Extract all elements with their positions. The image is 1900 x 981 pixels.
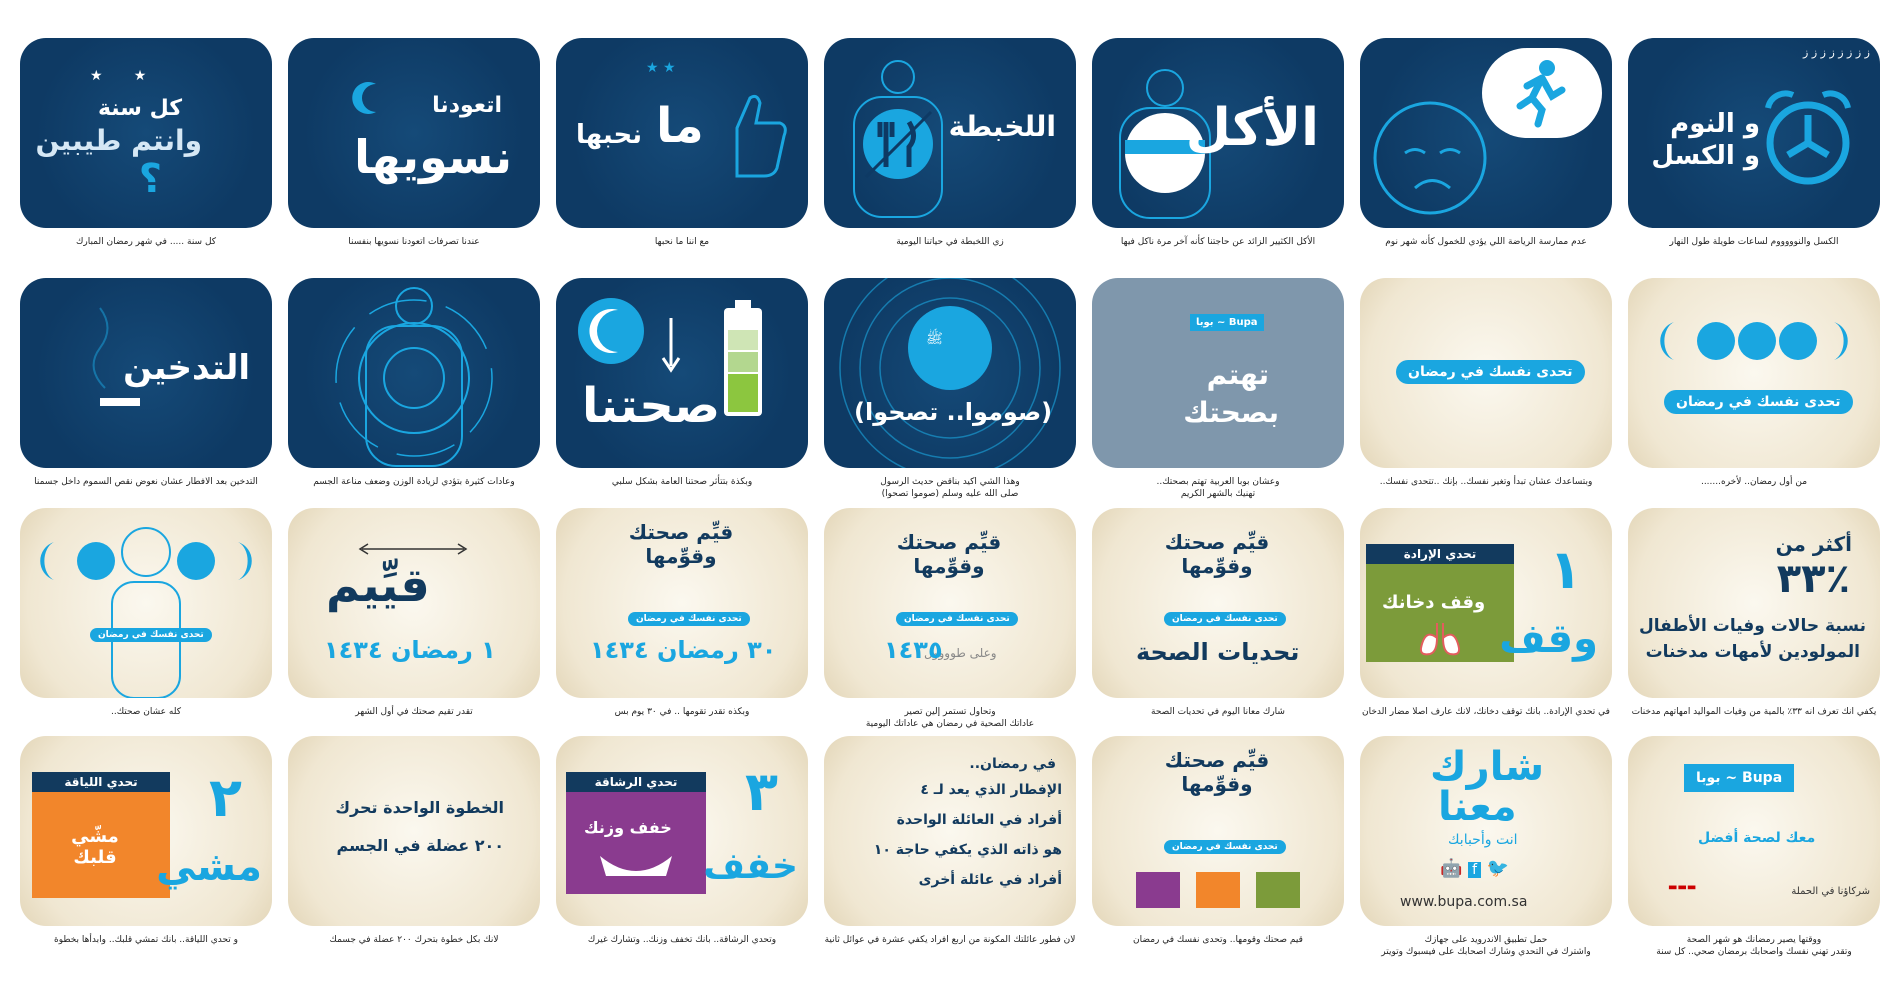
card <box>1092 38 1344 228</box>
card <box>20 736 272 926</box>
twitter-icon[interactable]: 🐦 <box>1486 858 1510 879</box>
partner-label: شركاؤنا في الحملة <box>1791 886 1870 897</box>
tile-for-your-health[interactable] <box>20 508 272 718</box>
caption: وتحدي الرشاقة.. بانك تخفف وزنك.. وتشارك غيرك <box>587 935 777 945</box>
brand-logo: قيِّم صحتك وقوِّمها <box>896 530 1002 578</box>
card-title: الأكل <box>1185 98 1319 158</box>
logo-ar: بوبا <box>1696 770 1721 786</box>
card-title-top: كل سنة <box>97 96 182 121</box>
card-title: صحتنا <box>582 378 721 434</box>
caption: يكفي انك تعرف انه ٣٣٪ بالمية من وفيات المواليد امهاتهم مدخنات <box>1631 707 1877 717</box>
website-url[interactable]: www.bupa.com.sa <box>1400 894 1528 910</box>
brand-logo: قيِّم صحتك وقوِّمها <box>1164 748 1270 796</box>
brand-logo: قيِّم صحتك وقوِّمها <box>1164 530 1270 578</box>
card-title: و النوم و الكسل <box>1651 109 1760 171</box>
calligraphy: ﷺ <box>926 331 943 347</box>
card <box>288 278 540 468</box>
card <box>1360 278 1612 468</box>
card <box>1628 508 1880 698</box>
caption: عدم ممارسة الرياضة اللي يؤدي للخمول كأنه شهر نوم <box>1385 237 1587 247</box>
text-line1: في رمضان.. <box>969 756 1056 772</box>
caption <box>824 706 1076 730</box>
date: ٣٠ رمضان ١٤٣٤ <box>590 636 777 664</box>
card-title: التدخين <box>123 348 250 388</box>
card-title: اللخبطة <box>948 110 1056 143</box>
down-arrow-icon <box>661 318 681 373</box>
text-line5: أفراد في عائلة أخرى <box>918 872 1062 888</box>
card <box>20 278 272 468</box>
tile-hadith[interactable] <box>824 278 1076 500</box>
crescent-icon <box>348 78 388 118</box>
card <box>20 508 272 698</box>
scale-icon <box>596 846 676 882</box>
mini-olive <box>1256 872 1300 908</box>
caption: في تحدي الإرادة.. بانك توقف دخانك، لانك عارف اصلا مضار الدخان <box>1362 707 1610 717</box>
caption-line2: صلى الله عليه وسلم (صوموا تصحوا) <box>881 489 1019 499</box>
caption: و تحدي اللياقة.. بانك تمشي قلبك.. وابدأها بخطوة <box>54 935 238 945</box>
tile-challenge-moons[interactable] <box>1628 278 1880 488</box>
challenge-pill: تحدى نفسك في رمضان <box>896 612 1018 626</box>
caption: كله عشان صحتك.. <box>110 707 182 717</box>
card-title-bottom: نسويها <box>354 130 512 184</box>
caption-line1: وتحاول تستمر إلين تصير <box>904 707 996 717</box>
caption: قيم صحتك وقومها.. وتحدى نفسك في رمضان <box>1133 935 1303 945</box>
radiating-rings <box>824 278 1076 468</box>
logo-en: Bupa <box>1228 317 1258 328</box>
date: ١ رمضان ١٤٣٤ <box>324 636 496 664</box>
stars: ★ ★ <box>90 68 147 84</box>
double-arrow-icon <box>358 542 468 556</box>
stat-line3: نسبة حالات وفيات الأطفال <box>1638 616 1866 636</box>
partner-logo: ▬▬▬ <box>1668 882 1697 893</box>
zz-text: ﺯ ﺯ ﺯ ﺯ ﺯ ﺯ ﺯ ﺯ <box>1803 46 1870 59</box>
tile-smoking[interactable] <box>20 278 272 488</box>
tile-challenge-pill[interactable] <box>1360 278 1612 488</box>
caption: وبتساعدك عشان تبدأ وتغير نفسك.. بإنك ..تتحدى نفسك.. <box>1379 477 1593 487</box>
card <box>288 736 540 926</box>
card <box>556 736 808 926</box>
text-line4: هو ذاته الذي يكفي حاجة ١٠ <box>873 842 1062 858</box>
title-with-us: معنا <box>1438 784 1517 830</box>
android-icon[interactable]: 🤖 <box>1440 858 1463 879</box>
challenge-pill: تحدى نفسك في رمضان <box>628 612 750 626</box>
text-line3: أفراد في العائلة الواحدة <box>896 812 1062 828</box>
text-line2: ٢٠٠ عضلة في الجسم <box>336 836 504 855</box>
text-line2: الإفطار الذي يعد لـ ٤ <box>920 782 1062 798</box>
challenge-pill: تحدى نفسك في رمضان <box>1164 612 1286 626</box>
card-title-top: اتعودنا <box>432 93 502 118</box>
tile-bupa-cares[interactable] <box>1092 278 1344 500</box>
tile-disorder[interactable] <box>824 38 1076 248</box>
tile-evaluate[interactable] <box>288 508 540 718</box>
stat-line1: أكثر من <box>1775 532 1852 556</box>
caption-line2: عاداتك الصحية في رمضان هي عاداتك اليومية <box>865 719 1035 729</box>
alarm-clock-icon <box>1753 83 1863 193</box>
step-number: ٣ <box>745 760 778 823</box>
card-title: تحديات الصحة <box>1136 638 1300 666</box>
card-title-bottom: بصحتك <box>1183 396 1279 429</box>
tile-no-exercise[interactable] <box>1360 38 1612 248</box>
step-word: مشي <box>156 844 262 890</box>
card-title-nohebha: نحبها <box>576 120 643 150</box>
caption: وعادات كثيرة بتؤدي لزيادة الوزن وضعف مناعة الجسم <box>313 477 515 487</box>
caption <box>824 476 1076 500</box>
step-number: ٢ <box>209 766 242 829</box>
card <box>1092 278 1344 468</box>
caption-line2: تهنيك بالشهر الكريم <box>1180 489 1256 499</box>
card <box>824 278 1076 468</box>
stars: ★ ★ <box>646 60 676 76</box>
side-text: وعلى طوووول <box>924 646 997 660</box>
stat-line2: ٪٣٣ <box>1776 556 1850 602</box>
card <box>556 38 808 228</box>
caption-line1: وعشان بوبا العربية تهتم بصحتك.. <box>1156 477 1280 487</box>
panel-text: مشّي قلبك <box>71 826 119 868</box>
card-title-bottom: وانتم طيبين <box>35 124 202 157</box>
caption: لان فطور عائلتك المكونة من اربع افراد يكفي عشرة في عوائل ثانية <box>824 935 1076 945</box>
title-share: شارك <box>1430 744 1545 790</box>
tile-30-days[interactable] <box>556 508 808 718</box>
lungs-icon <box>1415 618 1465 658</box>
card <box>1628 736 1880 926</box>
slogan: معك لصحة أفضل <box>1698 830 1816 846</box>
year: ١٤٣٥ <box>884 636 943 664</box>
question-mark: ؟ <box>138 156 162 202</box>
bupa-logo: Bupa ~ بوبا <box>1684 764 1794 792</box>
caption-line2: وتقدر تهني نفسك واصحابك برمضان صحي.. كل سنة <box>1656 947 1852 957</box>
card <box>1360 736 1612 926</box>
text-line1: الخطوة الواحدة تحرك <box>335 798 504 817</box>
caption: وبكذة بتتأثر صحتنا العامة بشكل سلبي <box>611 477 753 487</box>
caption: لانك بكل خطوة بتحرك ٢٠٠ عضلة في جسمك <box>329 935 499 945</box>
card <box>288 38 540 228</box>
challenge-pill: تحدى نفسك في رمضان <box>1396 360 1585 384</box>
card-title-ma: ما <box>656 98 704 154</box>
title-friends: انت وأحبابك <box>1448 832 1518 848</box>
caption: زي اللخبطة في حياتنا اليومية <box>896 237 1004 247</box>
thumb-icon <box>722 88 792 183</box>
card <box>556 278 808 468</box>
caption: كل سنة ..... في شهر رمضان المبارك <box>75 237 217 247</box>
caption: شارك معانا اليوم في تحديات الصحة <box>1151 707 1285 717</box>
tile-bupa-partner[interactable] <box>1628 736 1880 958</box>
card <box>556 508 808 698</box>
tile-evaluate-improve[interactable] <box>1092 736 1344 946</box>
tile-stop-smoking[interactable] <box>1360 508 1612 718</box>
caption <box>1360 934 1612 958</box>
caption-line1: ووقتها يصير رمضانك هو شهر الصحة <box>1686 935 1822 945</box>
caption: وبكذه تقدر تقومها .. في ٣٠ يوم بس <box>614 707 750 717</box>
tile-stat-33[interactable] <box>1628 508 1880 718</box>
person-outline-icon <box>106 522 186 698</box>
caption: مع اننا ما نحبها <box>654 237 710 247</box>
card <box>824 38 1076 228</box>
tile-sleep-laziness[interactable] <box>1628 38 1880 248</box>
challenge-pill: تحدى نفسك في رمضان <box>1664 390 1853 414</box>
caption: من أول رمضان.. لأخره....... <box>1700 477 1808 487</box>
card <box>1360 38 1612 228</box>
card-title: قيِّيم <box>326 558 430 612</box>
caption <box>1628 934 1880 958</box>
challenge-pill: تحدى نفسك في رمضان <box>1164 840 1286 854</box>
panel-text: خفف وزنك <box>584 818 672 837</box>
card <box>1628 38 1880 228</box>
tile-habits[interactable] <box>288 38 540 248</box>
challenge-pill: تحدى نفسك في رمضان <box>90 628 212 642</box>
card-title: (صوموا.. تصحوا) <box>854 398 1053 426</box>
card <box>288 508 540 698</box>
card <box>1092 508 1344 698</box>
caption <box>1092 476 1344 500</box>
logo-en: Bupa <box>1742 770 1783 786</box>
card <box>20 38 272 228</box>
tile-our-health[interactable] <box>556 278 808 488</box>
tile-dont-like[interactable] <box>556 38 808 248</box>
tile-keep-going[interactable] <box>824 508 1076 730</box>
card <box>824 736 1076 926</box>
tile-share-with-us[interactable] <box>1360 736 1612 958</box>
caption: الكسل والنوووووم لساعات طويلة طول النهار <box>1669 237 1839 247</box>
moon-badge-icon <box>576 296 646 366</box>
tile-family-meal[interactable] <box>824 736 1076 946</box>
battery-icon <box>721 300 766 420</box>
tile-walk-heart[interactable] <box>20 736 272 946</box>
card <box>1092 736 1344 926</box>
caption: عندنا تصرفات اتعودنا نسويها بنفسنا <box>348 237 480 247</box>
card <box>1360 508 1612 698</box>
card <box>1628 278 1880 468</box>
mini-purple <box>1136 872 1180 908</box>
logo-ar: بوبا <box>1196 317 1214 328</box>
card <box>824 508 1076 698</box>
challenge-badge: تحدي الإرادة <box>1366 544 1514 564</box>
step-number: ١ <box>1549 538 1582 601</box>
panel-text: وقف دخانك <box>1382 592 1486 613</box>
caption: التدخين بعد الافطار عشان نعوض نقص السموم داخل جسمنا <box>34 477 258 487</box>
tile-lose-weight[interactable] <box>556 736 808 946</box>
challenge-badge: تحدي اللياقة <box>32 772 170 792</box>
tile-greeting[interactable] <box>20 38 272 248</box>
tile-200-muscles[interactable] <box>288 736 540 946</box>
caption-line2: واشترك في التحدي وشارك اصحابك على فيسبوك وتويتر <box>1381 947 1591 957</box>
fork-knife-icon <box>846 52 951 222</box>
facebook-icon[interactable]: f <box>1468 862 1481 878</box>
tile-overeating[interactable] <box>1092 38 1344 248</box>
caption: تقدر تقيم صحتك في أول الشهر <box>355 707 473 717</box>
stat-line4: المولودين لأمهات مدخنات <box>1645 642 1860 662</box>
caption-line1: حمل تطبيق الاندرويد على جهازك <box>1424 935 1548 945</box>
mini-orange <box>1196 872 1240 908</box>
tile-weight-gain[interactable] <box>288 278 540 488</box>
brand-logo: قيِّم صحتك وقوِّمها <box>628 520 734 568</box>
bupa-logo: Bupa ~ بوبا <box>1190 314 1264 331</box>
card-title-top: تهتم <box>1206 358 1269 391</box>
tile-health-challenges[interactable] <box>1092 508 1344 718</box>
step-word: وقف <box>1499 616 1598 662</box>
step-word: خفف <box>703 846 798 887</box>
caption-line1: وهذا الشي اكيد بناقض حديث الرسول <box>880 477 1020 487</box>
running-man-icon <box>1512 58 1572 128</box>
body-target-icon <box>288 278 540 468</box>
caption: الأكل الكثيير الزائد عن حاجتنا كأنه آخر مرة ناكل فيها <box>1120 237 1316 247</box>
challenge-badge: تحدي الرشاقة <box>566 772 706 792</box>
moon-phases-icon <box>1654 318 1854 364</box>
social-icons <box>1440 858 1509 879</box>
